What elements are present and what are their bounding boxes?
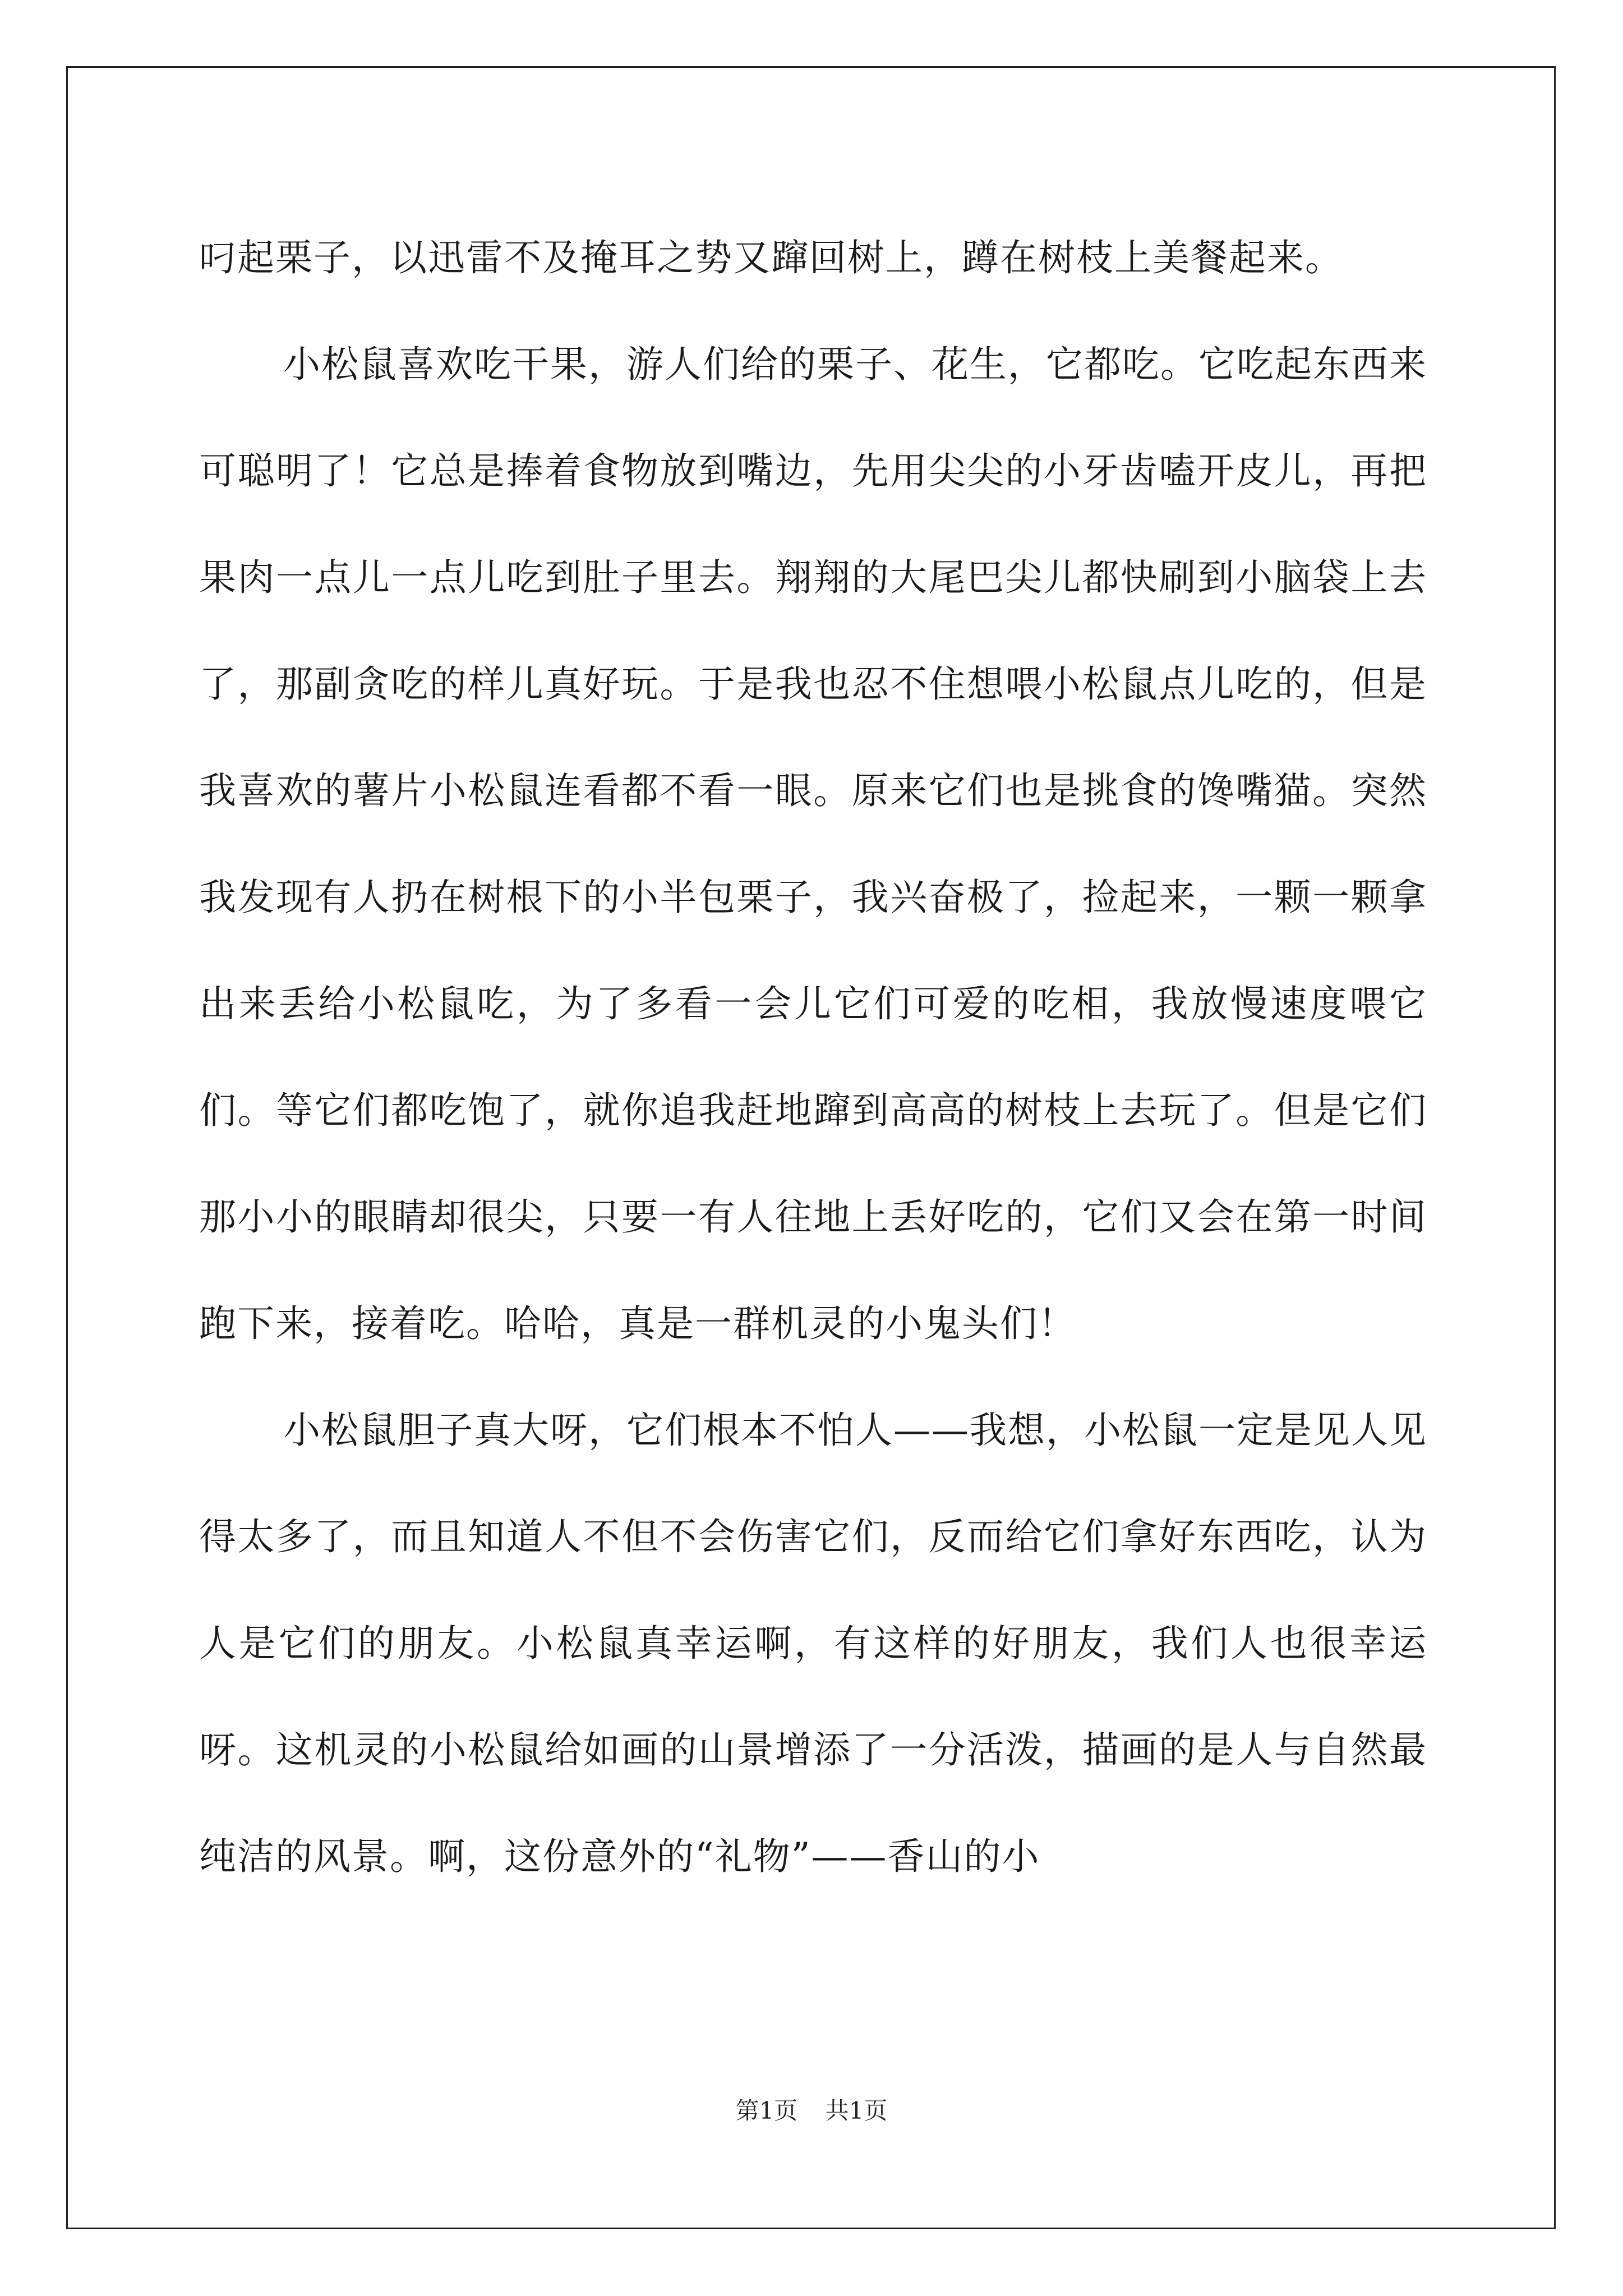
- paragraph-1: 叼起栗子，以迅雷不及掩耳之势又蹿回树上，蹲在树枝上美餐起来。: [199, 236, 1343, 279]
- paragraph-2: 小松鼠喜欢吃干果，游人们给的栗子、花生，它都吃。它吃起东西来可聪明了！它总是捧着食物放到嘴边，先用尖尖的小牙齿嗑开皮儿，再把果肉一点儿一点儿吃到肚子里去。翔翔的大尾巴尖儿都快刷到小脑袋上去了，那副贪吃的样儿真好玩。于是我也忍不住想喂小松鼠点儿吃的，但是我喜欢的薯片小松鼠连看都不看一眼。原来它们也是挑食的馋嘴猫。突然我发现有人扔在树根下的小半包栗子，我兴奋极了，捡起来，一颗一颗拿出来丢给小松鼠吃，为了多看一会儿它们可爱的吃相，我放慢速度喂它们。等它们都吃饱了，就你追我赶地蹿到高高的树枝上去玩了。但是它们那小小的眼睛却很尖，只要一有人往地上丢好吃的，它们又会在第一时间跑下来，接着吃。哈哈，真是一群机灵的小鬼头们！: [199, 343, 1427, 1345]
- page-total: 共1页: [825, 2097, 888, 2124]
- document-body: [199, 205, 1427, 1910]
- paragraph-3: 小松鼠胆子真大呀，它们根本不怕人——我想，小松鼠一定是见人见得太多了，而且知道人不但不会伤害它们，反而给它们拿好东西吃，认为人是它们的朋友。小松鼠真幸运啊，有这样的好朋友，我们人也很幸运呀。这机灵的小松鼠给如画的山景增添了一分活泼，描画的是人与自然最纯洁的风景。啊，这份意外的“礼物”——香山的小: [199, 1409, 1427, 1878]
- page-number: 第1页: [735, 2097, 798, 2124]
- page-footer: [0, 2092, 1623, 2126]
